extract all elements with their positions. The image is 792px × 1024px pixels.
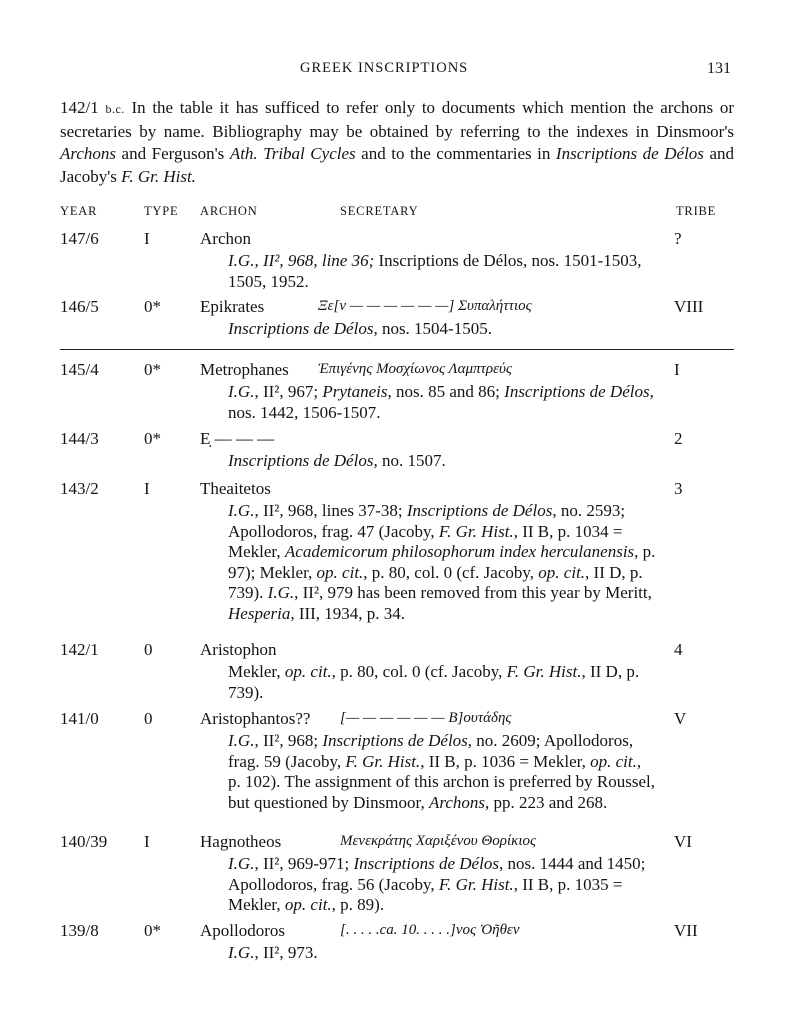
- references-cell: I.G., II², 968, line 36; Inscriptions de Délos, nos. 1501-1503, 1505, 1952.: [228, 251, 642, 291]
- references-cell: I.G., II², 968, lines 37-38; Inscriptions de Délos, no. 2593; Apollodoros, frag. 47 (Jacoby, F. Gr. Hist., II B, p. 1034 = Mekler, Academicorum philosophorum index herculanensis, p. 97); Mekler, op. cit., p. 80, col. 0 (cf. Jacoby, op. cit., II D, p. 739). I.G., II², 979 has been removed from this year by Meritt, Hesperia, III, 1934, p. 34.: [228, 501, 656, 623]
- references-cell: I.G., II², 973.: [228, 943, 318, 962]
- type-cell: 0: [144, 709, 153, 728]
- tribe-cell: ?: [674, 229, 682, 248]
- tribe-cell: VI: [674, 832, 692, 851]
- archon-cell: Apollodoros: [200, 921, 285, 940]
- type-cell: I: [144, 229, 150, 248]
- tribe-cell: V: [674, 709, 687, 728]
- year-cell: 141/0: [60, 709, 99, 728]
- type-cell: 0: [144, 640, 153, 659]
- year-cell: 147/6: [60, 229, 99, 248]
- archon-cell: Ε̣ — — —: [200, 429, 275, 448]
- archon-cell: Epikrates: [200, 297, 265, 316]
- archon-cell: Archon: [200, 229, 251, 248]
- archon-cell: Aristophantos??: [200, 709, 311, 728]
- year-cell: 144/3: [60, 429, 99, 448]
- type-cell: 0*: [144, 297, 161, 316]
- intro-paragraph: 142/1 b.c. In the table it has sufficed to refer only to documents which mention the archons or secretaries by name. Bibliography may be obtained by referring to the indexes in Dinsmoor's Archons and Ferguson's Ath. Tribal Cycles and to the commentaries in Inscriptions de Délos and Jacoby's F. Gr. Hist.: [60, 98, 734, 187]
- year-cell: 140/39: [60, 832, 108, 851]
- column-header-type: TYPE: [144, 204, 179, 218]
- type-cell: 0*: [144, 360, 161, 379]
- tribe-cell: 3: [674, 479, 683, 498]
- column-header-archon: ARCHON: [200, 204, 258, 218]
- year-cell: 142/1: [60, 640, 99, 659]
- archon-cell: Theaitetos: [200, 479, 271, 498]
- references-cell: Inscriptions de Délos, nos. 1504-1505.: [228, 319, 492, 338]
- tribe-cell: 2: [674, 429, 683, 448]
- secretary-cell: [. . . . .ca. 10. . . . .]νος Ὀῆθεν: [340, 922, 520, 938]
- type-cell: I: [144, 832, 150, 851]
- tribe-cell: I: [674, 360, 680, 379]
- section-divider: [60, 349, 734, 350]
- tribe-cell: VIII: [674, 297, 704, 316]
- type-cell: I: [144, 479, 150, 498]
- secretary-cell: Μενεκράτης Χαριξένου Θορίκιος: [340, 833, 537, 849]
- references-cell: Mekler, op. cit., p. 80, col. 0 (cf. Jacoby, F. Gr. Hist., II D, p. 739).: [228, 662, 640, 702]
- references-cell: Inscriptions de Délos, no. 1507.: [228, 451, 446, 470]
- secretary-cell: Ἐπιγένης Μοσχίωνος Λαμπτρεύς: [318, 361, 512, 377]
- year-cell: 139/8: [60, 921, 99, 940]
- type-cell: 0*: [144, 921, 161, 940]
- running-head: GREEK INSCRIPTIONS: [300, 60, 469, 76]
- secretary-cell: [— — — — — — Β]ουτάδης: [340, 710, 512, 726]
- year-cell: 145/4: [60, 360, 99, 379]
- archon-cell: Hagnotheos: [200, 832, 282, 851]
- archon-cell: Metrophanes: [200, 360, 289, 379]
- page-number: 131: [707, 60, 731, 77]
- references-cell: I.G., II², 967; Prytaneis, nos. 85 and 86; Inscriptions de Délos, nos. 1442, 1506-1507.: [228, 382, 654, 422]
- secretary-cell: Ξε[ν — — — — — —] Συπαλήττιος: [318, 298, 532, 314]
- year-cell: 143/2: [60, 479, 99, 498]
- tribe-cell: 4: [674, 640, 683, 659]
- column-header-year: YEAR: [60, 204, 98, 218]
- tribe-cell: VII: [674, 921, 698, 940]
- references-cell: I.G., II², 969-971; Inscriptions de Délos, nos. 1444 and 1450; Apollodoros, frag. 56 (Jacoby, F. Gr. Hist., II B, p. 1035 = Mekler, op. cit., p. 89).: [228, 854, 646, 914]
- column-header-tribe: TRIBE: [676, 204, 717, 218]
- type-cell: 0*: [144, 429, 161, 448]
- archon-cell: Aristophon: [200, 640, 277, 659]
- year-cell: 146/5: [60, 297, 99, 316]
- references-cell: I.G., II², 968; Inscriptions de Délos, no. 2609; Apollodoros, frag. 59 (Jacoby, F. Gr. Hist., II B, p. 1036 = Mekler, op. cit., p. 102). The assignment of this archon is preferred by Roussel, but questioned by Dinsmoor, Archons, pp. 223 and 268.: [228, 731, 655, 812]
- column-header-secretary: SECRETARY: [340, 204, 419, 218]
